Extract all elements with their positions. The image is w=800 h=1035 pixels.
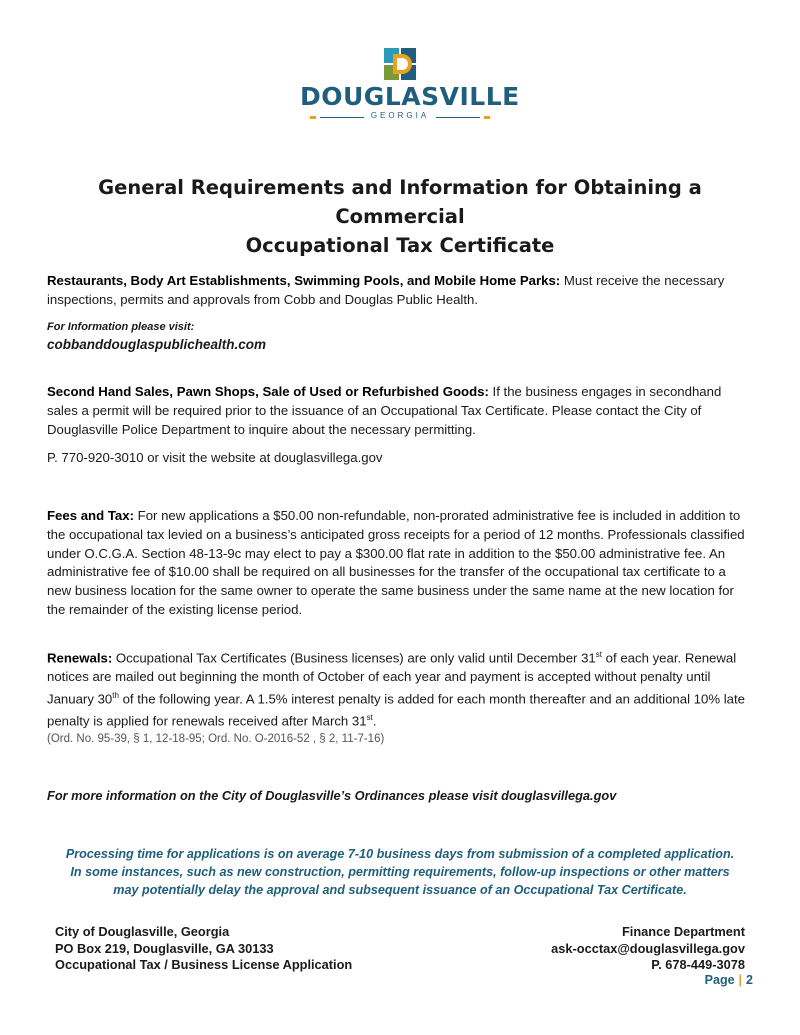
douglasville-logo: [300, 42, 520, 124]
renewals-label: Renewals:: [47, 650, 113, 666]
page-title: [40, 173, 760, 260]
restaurants-section: [47, 272, 752, 310]
info-site-link[interactable]: cobbanddouglaspublichealth.com: [47, 337, 267, 352]
page-value: 2: [746, 973, 753, 987]
renewals-text-2: of each year. Renewal notices are mailed out beginning the month of October of each year and payment is accepted without penalty until January 30: [47, 650, 737, 707]
footer-application: Occupational Tax / Business License Application: [55, 957, 353, 972]
more-info-line: For more information on the City of Douglasville’s Ordinances please visit douglasvillega.gov: [47, 788, 617, 803]
renewals-sup-3: st: [366, 713, 373, 723]
footer-phone: P. 678-449-3078: [651, 957, 745, 972]
renewals-text-3: of the following year. A 1.5% interest penalty is added for each month thereafter and an additional 10% late penalty is applied for renewals received after March 31: [47, 691, 746, 729]
footer-address: [55, 924, 352, 974]
page-label: Page: [704, 973, 735, 987]
info-label: For Information please visit:: [47, 321, 195, 333]
footer-email[interactable]: ask-occtax@douglasvillega.gov: [551, 940, 745, 956]
page-number: [705, 973, 753, 987]
phone-line: P. 770-920-3010 or visit the website at douglasvillega.gov: [47, 450, 383, 465]
fees-label: Fees and Tax:: [47, 508, 134, 523]
logo-georgia-text: GEORGIA: [370, 111, 430, 120]
title-line-2: Occupational Tax Certificate: [245, 234, 555, 257]
fees-text: For new applications a $50.00 non-refundable, non-prorated administrative fee is included in addition to the occupational tax levied on a business’s anticipated gross receipts for a period of 12 months. Professionals classified under O.C.G.A. Section 48-13-9c may elect to pay a $300.00 flat rate in addition to the $50.00 administrative fee. An administrative fee of $10.00 shall be required on all businesses for the transfer of the occupational tax certificate to a new business location for the same owner to operate the same business under the same name at the new location for the remainder of the existing license period.: [47, 508, 745, 617]
processing-line-2: In some instances, such as new construction, permitting requirements, follow-up inspections or other matters: [70, 865, 730, 879]
logo-wordmark: DOUGLASVILLE: [300, 82, 520, 111]
fees-section: [47, 507, 752, 620]
footer-contact: [551, 924, 745, 974]
title-line-1: General Requirements and Information for Obtaining a Commercial: [98, 176, 702, 228]
secondhand-section: [47, 383, 752, 439]
renewals-section: [47, 646, 752, 731]
secondhand-text: If the business engages in secondhand sales a permit will be required prior to the issuance of an Occupational Tax Certificate. Please contact the City of Douglasville Police Department to inquire about the necessary permitting.: [47, 384, 722, 437]
renewals-sup-2: th: [112, 690, 119, 700]
page-separator: |: [738, 973, 743, 987]
city-logo-icon: [382, 46, 418, 82]
secondhand-label: Second Hand Sales, Pawn Shops, Sale of Used or Refurbished Goods:: [47, 384, 489, 399]
processing-notice: [40, 845, 760, 899]
processing-line-3: may potentially delay the approval and subsequent issuance of an Occupational Tax Certificate.: [113, 883, 687, 897]
restaurants-label: Restaurants, Body Art Establishments, Swimming Pools, and Mobile Home Parks:: [47, 273, 561, 288]
renewals-sup-1: st: [595, 650, 602, 659]
restaurants-text: Must receive the necessary inspections, permits and approvals from Cobb and Douglas Public Health.: [47, 273, 725, 307]
logo-subtitle: [300, 111, 500, 125]
footer-department: Finance Department: [621, 924, 745, 939]
processing-line-1: Processing time for applications is on average 7-10 business days from submission of a completed application.: [65, 847, 735, 861]
ordinance-citation: (Ord. No. 95-39, § 1, 12-18-95; Ord. No. O-2016-52 , § 2, 11-7-16): [47, 733, 385, 745]
renewals-text-1: Occupational Tax Certificates (Business licenses) are only valid until December 31: [112, 650, 596, 666]
footer-city: City of Douglasville, Georgia: [55, 924, 230, 939]
renewals-text-4: .: [372, 713, 377, 729]
footer-po-box: PO Box 219, Douglasville, GA 30133: [55, 940, 274, 956]
